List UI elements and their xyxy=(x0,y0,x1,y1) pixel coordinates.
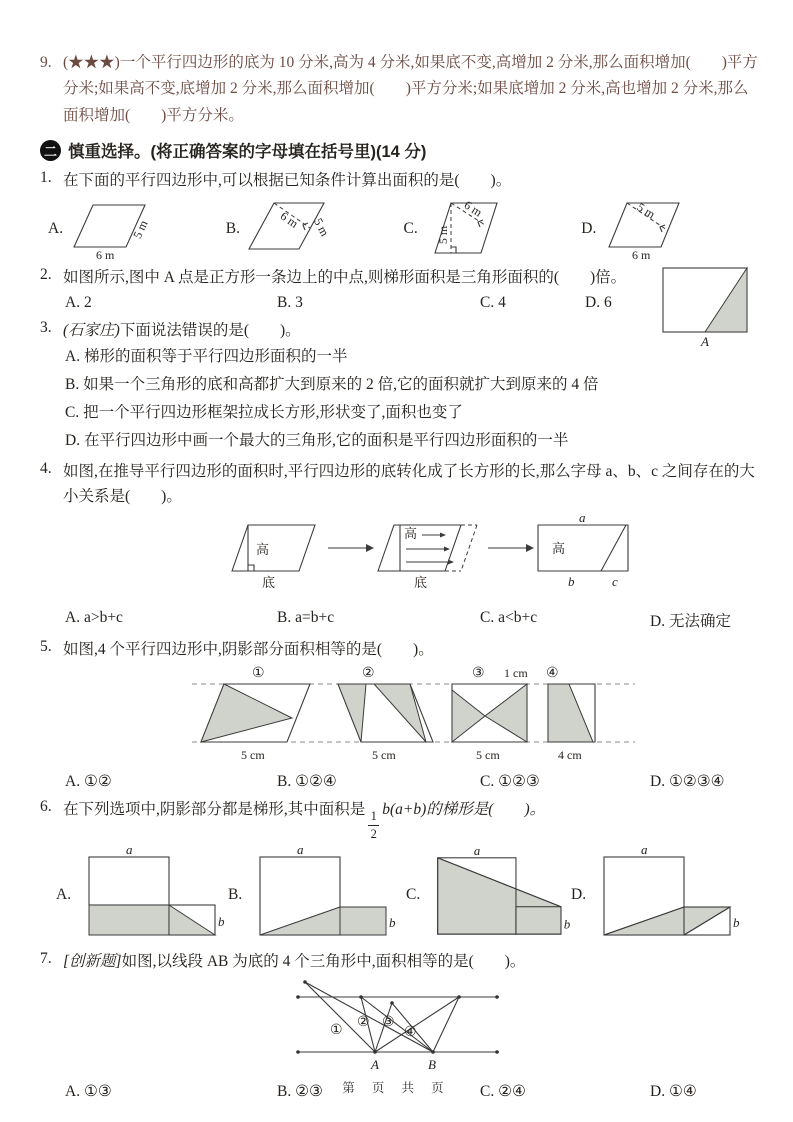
question-2-text: 如图所示,图中 A 点是正方形一条边上的中点,则梯形面积是三角形面积的( )倍。 xyxy=(63,268,627,286)
q1-a-side-label: 5 m xyxy=(130,217,151,241)
q4-option-c: C. a<b+c xyxy=(480,608,538,626)
q4-fig3-height-label: 高 xyxy=(552,540,566,556)
q3-option-d: D. 在平行四边形中画一个最大的三角形,它的面积是平行四边形面积的一半 xyxy=(65,432,569,450)
q6-fraction-numerator: 1 xyxy=(370,809,377,824)
question-9-number: 9. xyxy=(40,54,52,71)
q1-b-side-label: 5 m xyxy=(311,215,332,239)
question-3-number: 3. xyxy=(40,318,52,336)
question-2-options xyxy=(40,294,759,312)
q6-fraction-denominator: 2 xyxy=(370,826,377,841)
question-7-text: 如图,以线段 AB 为底的 4 个三角形中,面积相等的是( )。 xyxy=(121,953,526,971)
q7-option-d: D. ①④ xyxy=(650,1083,697,1101)
q5-option-c: C. ①②③ xyxy=(480,773,540,791)
q2-option-a: A. 2 xyxy=(65,293,92,311)
footer-page-number: 第 页 共 页 xyxy=(342,1081,451,1095)
q5-label-4: ④ xyxy=(546,666,559,682)
question-7-tag: [创新题] xyxy=(63,953,122,971)
question-7-figure xyxy=(292,977,759,1079)
q7-label-1: ① xyxy=(330,1023,343,1039)
q3-option-a: A. 梯形的面积等于平行四边形面积的一半 xyxy=(65,348,348,366)
q1-figure-c-parallelogram xyxy=(421,197,536,261)
q6-text-after: b(a+b)的梯形是( )。 xyxy=(382,801,546,819)
q4-fig1-height-label: 高 xyxy=(256,541,270,557)
q6-text-before: 在下列选项中,阴影部分都是梯形,其中面积是 xyxy=(63,801,366,819)
q7-label-4: ④ xyxy=(404,1025,417,1041)
question-6 xyxy=(40,798,759,945)
q4-option-d: D. 无法确定 xyxy=(650,612,731,630)
question-4 xyxy=(40,460,759,631)
question-1 xyxy=(40,169,759,261)
question-3-text: 下面说法错误的是( )。 xyxy=(119,321,301,339)
q1-figure-d-parallelogram xyxy=(599,197,714,261)
question-1-figures xyxy=(40,197,759,261)
q5-option-a: A. ①② xyxy=(65,773,112,791)
q6-fraction-bar xyxy=(368,825,379,826)
question-4-figure xyxy=(216,513,759,606)
q1-b-height-label: 6 m xyxy=(277,208,301,231)
q5-one-cm-label: 1 cm xyxy=(504,666,528,681)
q6-figure-d-trapezoid xyxy=(588,845,740,945)
q4-option-a: A. a>b+c xyxy=(65,608,123,626)
q1-c-diag-label: 6 m xyxy=(461,197,485,220)
q1-option-d xyxy=(581,197,759,261)
q4-derivation-figure xyxy=(216,513,636,601)
q1-option-b xyxy=(226,197,404,261)
question-2-figure xyxy=(655,266,759,353)
q1-c-height-label: 5 m xyxy=(435,225,450,244)
q6-figure-b-trapezoid xyxy=(244,845,396,945)
q7-label-2: ② xyxy=(357,1015,370,1031)
q4-fig2-base-label: 底 xyxy=(414,574,428,590)
question-3-options xyxy=(40,343,759,455)
q1-option-d-label: D. xyxy=(581,219,597,237)
question-7-number: 7. xyxy=(40,950,52,968)
q5-label-1: ① xyxy=(252,666,265,682)
q6-a-top-label: a xyxy=(126,845,133,858)
q6-a-b-label: b xyxy=(218,914,225,930)
q6-option-d xyxy=(571,845,740,945)
q2-option-c: C. 4 xyxy=(480,293,506,311)
q4-fig1-base-label: 底 xyxy=(262,574,276,590)
q6-option-a-label: A. xyxy=(56,886,72,904)
q7-option-a: A. ①③ xyxy=(65,1083,112,1101)
q6-fraction xyxy=(368,810,379,840)
question-6-number: 6. xyxy=(40,798,52,816)
question-2-number: 2. xyxy=(40,265,52,283)
q2-option-b: B. 3 xyxy=(277,293,303,311)
question-5-options xyxy=(40,772,759,791)
q4-fig3-a-label: a xyxy=(579,512,586,525)
q5-base-1-label: 5 cm xyxy=(241,748,265,763)
question-6-figures xyxy=(40,845,759,945)
q3-option-b: B. 如果一个三角形的底和高都扩大到原来的 2 倍,它的面积就扩大到原来的 4 倍 xyxy=(65,376,599,394)
section-2-title: 慎重选择。(将正确答案的字母填在括号里)(14 分) xyxy=(68,143,427,162)
q7-point-a-label: A xyxy=(371,1057,379,1073)
q6-figure-a-trapezoid xyxy=(73,845,225,945)
question-1-number: 1. xyxy=(40,169,52,187)
q6-option-c-label: C. xyxy=(406,886,421,904)
q5-base-2-label: 5 cm xyxy=(372,748,396,763)
q1-option-c-label: C. xyxy=(403,219,418,237)
q5-base-3-label: 5 cm xyxy=(476,748,500,763)
q6-b-top-label: a xyxy=(297,845,304,858)
q1-d-base-label: 6 m xyxy=(632,247,651,261)
question-9-text: (★★★)一个平行四边形的底为 10 分米,高为 4 分米,如果底不变,高增加 2 分米,那么面积增加( )平方分米;如果高不变,底增加 2 分米,那么面积增加( )平方分米;如果底增加 2 分米,高也增加 2 分米,那么面积增加( )平方分米。 xyxy=(63,54,758,124)
q5-option-d: D. ①②③④ xyxy=(650,773,725,791)
q4-fig3-c-label: c xyxy=(612,573,618,589)
q6-option-b-label: B. xyxy=(228,886,243,904)
q1-option-a xyxy=(48,197,226,261)
q7-label-3: ③ xyxy=(382,1015,395,1031)
q6-option-c xyxy=(406,845,571,945)
question-9 xyxy=(40,50,759,129)
q6-option-d-label: D. xyxy=(571,886,587,904)
q6-figure-c-trapezoid xyxy=(422,845,571,945)
q7-option-b: B. ②③ xyxy=(277,1083,323,1101)
q4-fig3-b-label: b xyxy=(568,573,575,589)
q6-c-b-label: b xyxy=(564,917,571,932)
q5-base-4-label: 4 cm xyxy=(558,748,582,763)
q6-option-b xyxy=(228,845,406,945)
q5-label-3: ③ xyxy=(472,666,485,682)
q1-figure-b-parallelogram xyxy=(243,197,358,261)
q7-triangles-figure xyxy=(292,977,507,1074)
question-3-source: (石家庄) xyxy=(63,321,120,339)
q1-option-b-label: B. xyxy=(225,219,240,237)
q5-parallelograms-figure xyxy=(186,664,641,764)
q6-b-b-label: b xyxy=(389,915,396,931)
question-4-text: 如图,在推导平行四边形的面积时,平行四边形的底转化成了长方形的长,那么字母 a、b、c 之间存在的大小关系是( )。 xyxy=(63,462,755,505)
q7-option-c: C. ②④ xyxy=(480,1083,526,1101)
q2-point-a-label: A xyxy=(701,333,709,348)
q2-square-triangle-figure xyxy=(655,266,759,348)
question-5 xyxy=(40,638,759,792)
q5-option-b: B. ①②④ xyxy=(277,773,337,791)
q1-figure-a-parallelogram xyxy=(66,197,181,261)
q1-d-height-label: 5 m xyxy=(634,199,658,222)
q4-arrow-1-icon xyxy=(366,544,374,552)
question-4-options xyxy=(40,609,759,631)
q4-option-b: B. a=b+c xyxy=(277,608,335,626)
question-5-text: 如图,4 个平行四边形中,阴影部分面积相等的是( )。 xyxy=(63,640,434,658)
question-1-text: 在下面的平行四边形中,可以根据已知条件计算出面积的是( )。 xyxy=(63,172,512,190)
question-6-text xyxy=(63,798,759,840)
q6-d-top-label: a xyxy=(641,845,648,858)
q4-fig2-height-label: 高 xyxy=(404,525,418,541)
question-5-number: 5. xyxy=(40,637,52,655)
q5-label-2: ② xyxy=(362,666,375,682)
q2-option-d: D. 6 xyxy=(585,293,612,311)
q1-option-a-label: A. xyxy=(48,219,64,237)
q6-option-a xyxy=(56,845,228,945)
q1-a-base-label: 6 m xyxy=(96,247,115,261)
q7-point-b-label: B xyxy=(428,1057,436,1073)
question-5-figure xyxy=(186,664,759,769)
q3-option-c: C. 把一个平行四边形框架拉成长方形,形状变了,面积也变了 xyxy=(65,404,463,422)
section-2-badge-icon: 二 xyxy=(40,140,61,161)
q4-arrow-2-icon xyxy=(526,544,534,552)
q6-d-b-label: b xyxy=(733,915,740,931)
section-2-header xyxy=(40,138,759,162)
question-3 xyxy=(40,319,759,455)
q1-option-c xyxy=(404,197,582,261)
q6-c-top-label: a xyxy=(474,845,481,859)
question-4-number: 4. xyxy=(40,459,52,477)
